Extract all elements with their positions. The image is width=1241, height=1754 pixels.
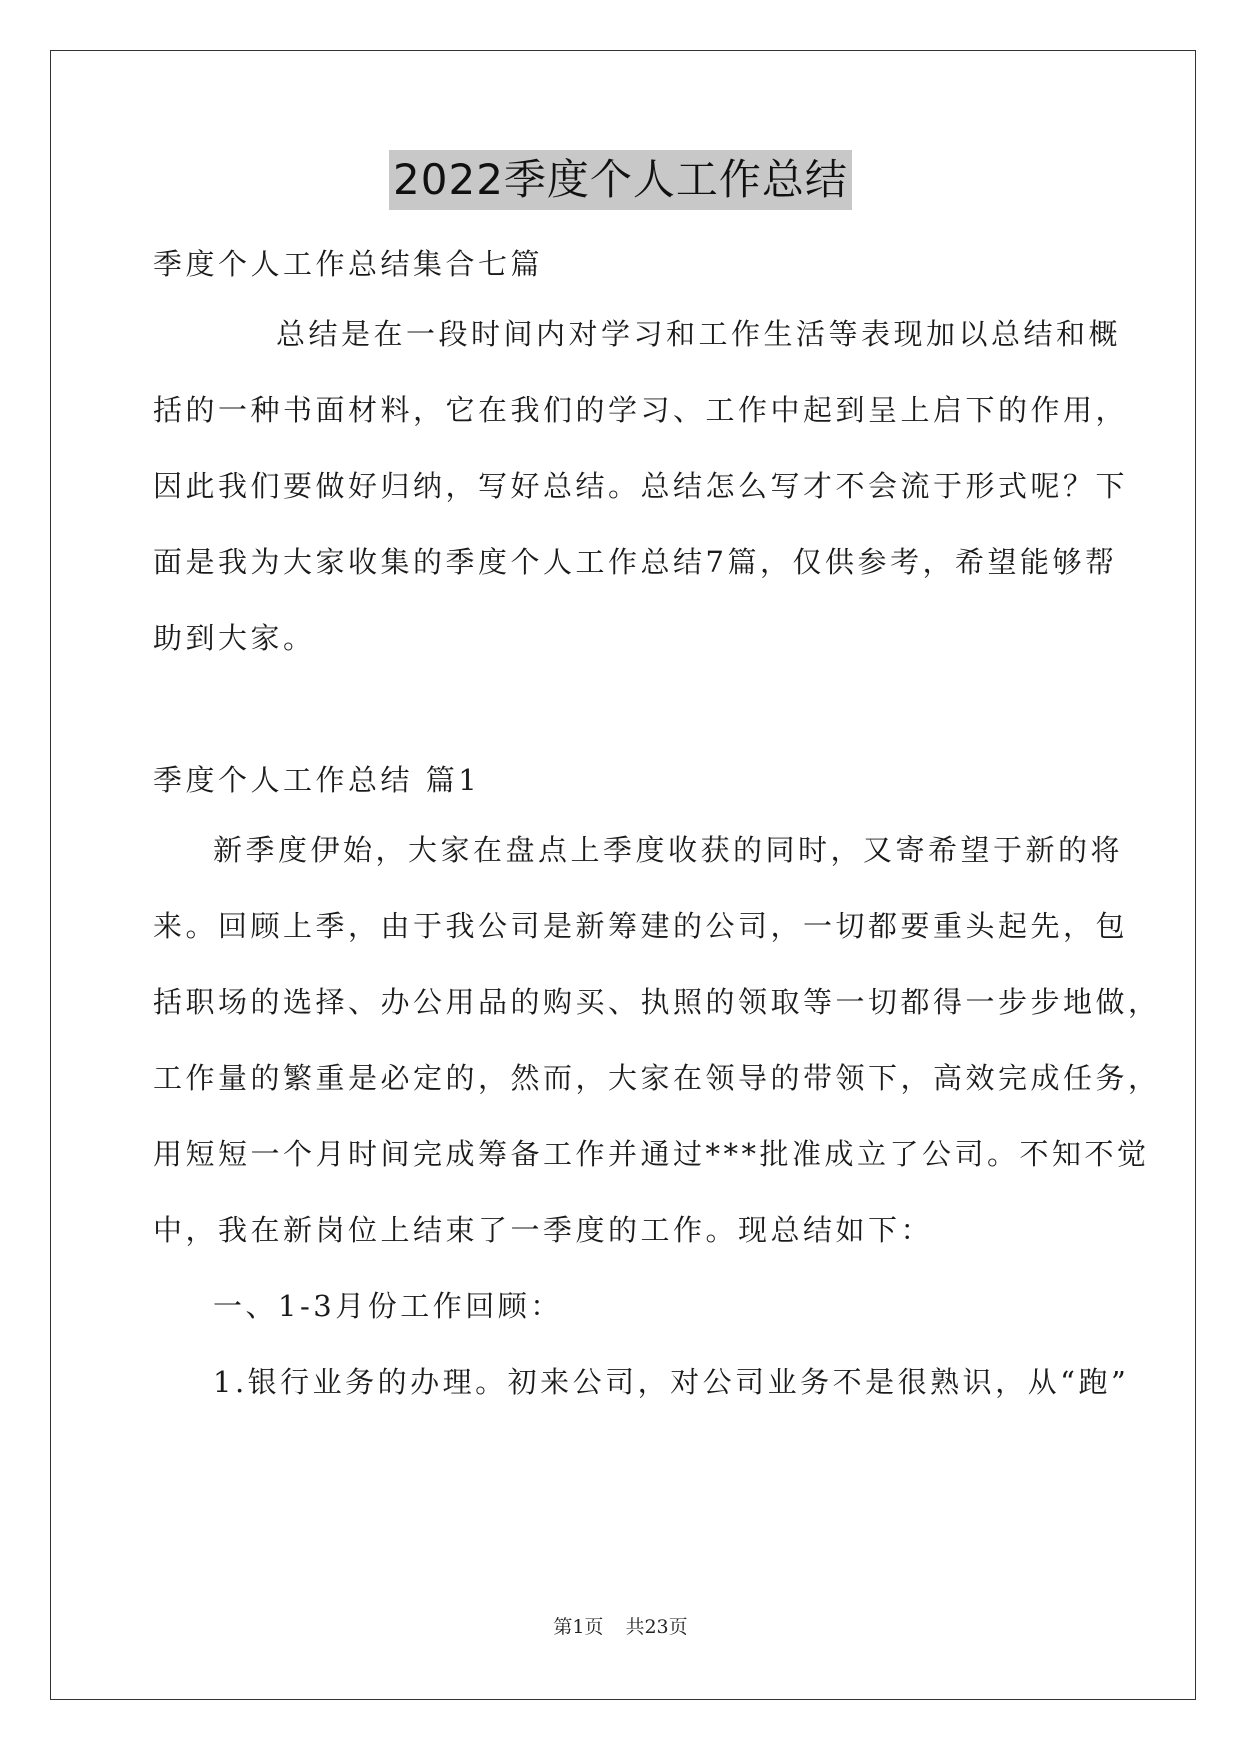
intro-line-2: 括的一种书面材料，它在我们的学习、工作中起到呈上启下的作用，: [153, 393, 1129, 427]
list-item-1: 1.银行业务的办理。初来公司，对公司业务不是很熟识，从“跑”: [213, 1365, 1130, 1399]
section-line-3: 括职场的选择、办公用品的购买、执照的领取等一切都得一步步地做，: [153, 985, 1161, 1019]
page-border: [50, 50, 1196, 1700]
document-title: 2022季度个人工作总结: [389, 150, 852, 210]
section-line-6: 中，我在新岗位上结束了一季度的工作。现总结如下：: [153, 1213, 934, 1247]
section-line-5: 用短短一个月时间完成筹备工作并通过***批准成立了公司。不知不觉: [153, 1137, 1150, 1171]
page-total: 共23页: [625, 1616, 688, 1638]
section-heading: 季度个人工作总结 篇1: [153, 763, 481, 797]
document-subtitle: 季度个人工作总结集合七篇: [153, 247, 544, 281]
intro-line-4: 面是我为大家收集的季度个人工作总结7篇，仅供参考，希望能够帮: [153, 545, 1118, 579]
section-line-1: 新季度伊始，大家在盘点上季度收获的同时，又寄希望于新的将: [213, 833, 1124, 867]
intro-line-3: 因此我们要做好归纳，写好总结。总结怎么写才不会流于形式呢？下: [153, 469, 1129, 503]
list-heading: 一、1-3月份工作回顾：: [213, 1289, 563, 1323]
section-line-4: 工作量的繁重是必定的，然而，大家在领导的带领下，高效完成任务，: [153, 1061, 1161, 1095]
page-number: 第1页: [553, 1616, 604, 1638]
title-container: [0, 150, 1241, 210]
section-line-2: 来。回顾上季，由于我公司是新筹建的公司，一切都要重头起先，包: [153, 909, 1129, 943]
intro-line-1: 总结是在一段时间内对学习和工作生活等表现加以总结和概: [276, 317, 1122, 351]
page-footer: [0, 1615, 1241, 1639]
intro-line-5: 助到大家。: [153, 621, 316, 655]
